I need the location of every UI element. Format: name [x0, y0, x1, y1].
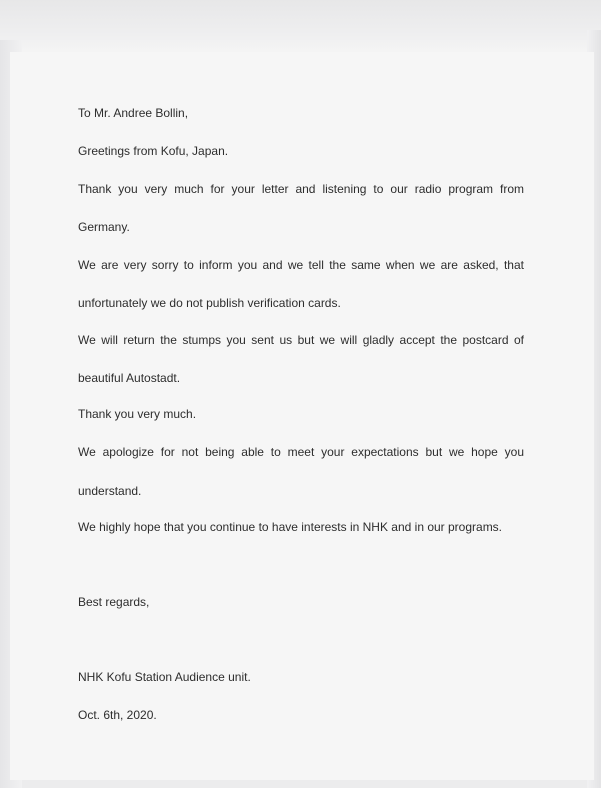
paragraph-3-line-1: We will return the stumps you sent us but we will gladly accept the postcard of	[78, 333, 524, 347]
paragraph-1-line-1: Thank you very much for your letter and listening to our radio program from	[78, 182, 524, 196]
scan-top-edge	[0, 0, 601, 54]
paragraph-2-line-2: unfortunately we do not publish verification cards.	[78, 296, 341, 310]
paragraph-3-line-2: beautiful Autostadt.	[78, 371, 181, 385]
paragraph-4: Thank you very much.	[78, 407, 197, 421]
paragraph-1-line-2: Germany.	[78, 220, 130, 234]
paragraph-5-line-2: understand.	[78, 484, 142, 498]
paragraph-5-line-1: We apologize for not being able to meet your expectations but we hope you	[78, 445, 524, 459]
date: Oct. 6th, 2020.	[78, 708, 157, 722]
salutation: To Mr. Andree Bollin,	[78, 106, 189, 120]
paragraph-6: We highly hope that you continue to have interests in NHK and in our programs.	[78, 520, 503, 534]
greeting: Greetings from Kofu, Japan.	[78, 144, 229, 158]
sender: NHK Kofu Station Audience unit.	[78, 670, 251, 684]
paragraph-2-line-1: We are very sorry to inform you and we tell the same when we are asked, that	[78, 258, 524, 272]
closing: Best regards,	[78, 595, 150, 609]
